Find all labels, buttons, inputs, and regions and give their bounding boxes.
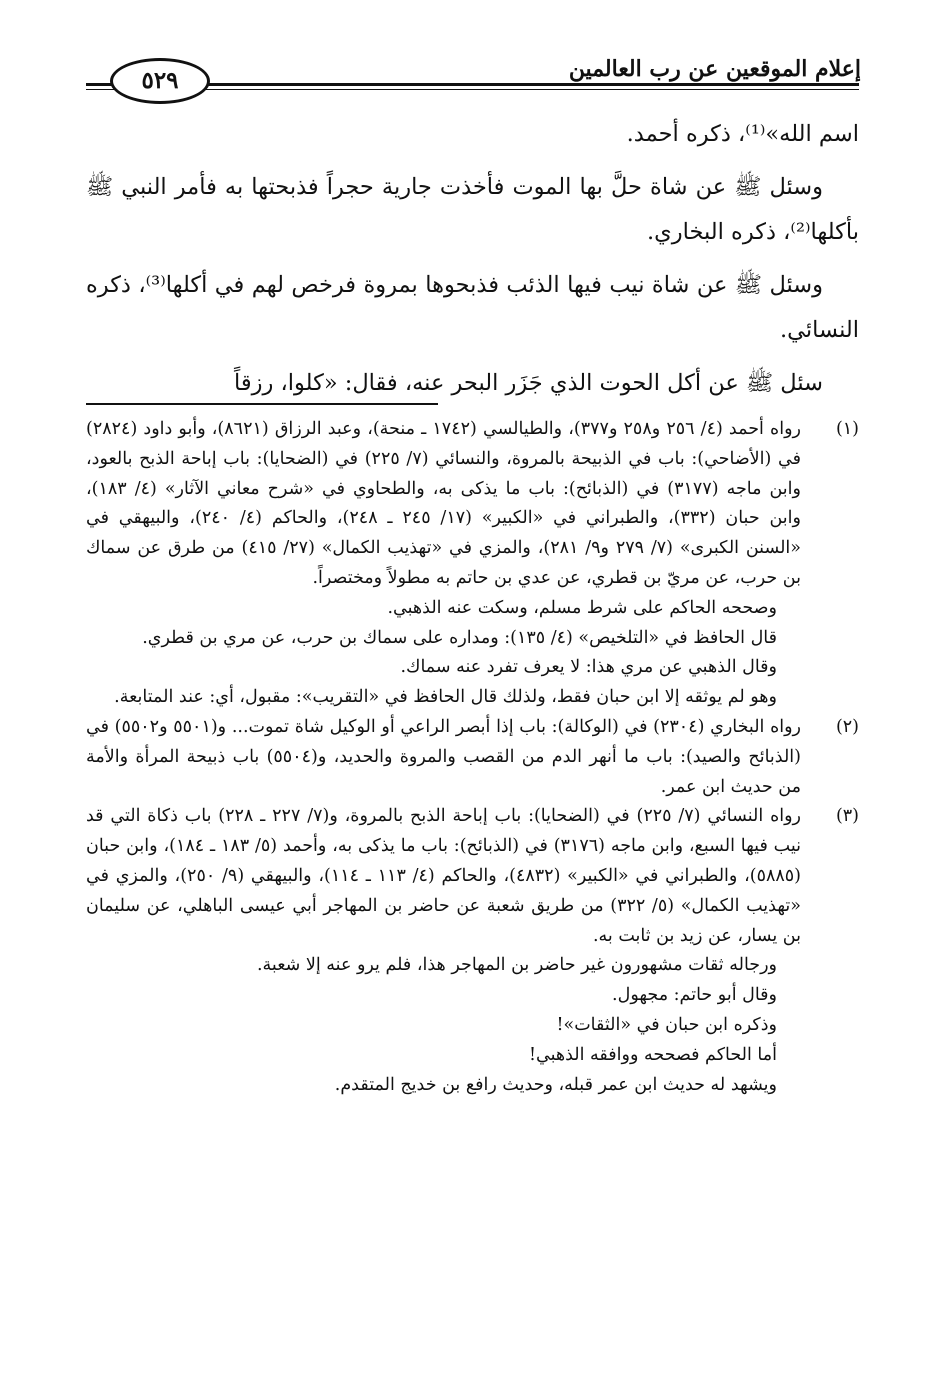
footnote-subparagraph: وذكره ابن حبان في «الثقات»! — [556, 1014, 777, 1035]
footnote-2 — [86, 713, 859, 802]
footnote-subparagraph: وقال الذهبي عن مري هذا: لا يعرف تفرد عنه سماك. — [400, 657, 777, 678]
footnote-number: (٣) — [835, 806, 859, 827]
main-text — [86, 112, 859, 414]
footnote-text: رواه النسائي (٧/ ٢٢٥) في (الضحايا): باب إباحة الذبح بالمروة، و(٧/ ٢٢٧ ـ ٢٢٨) باب ذكاة التي قد نيب فيها السبع، وابن ماجه (٣١٧٦) في (الذبائح): باب ما يذكى به، وأحمد (٥/ ١٨٣ ـ ١٨٤)، وابن حبان (٥٨٨٥)، والطبراني في «الكبير» (٤٨٣٢)، والحاكم (٤/ ١١٣ ـ ١١٤)، والبيهقي (٩/ ٢٥٠)، والمزي في «تهذيب الكمال» (٥/ ٣٢٢) من طريق شعبة عن حاضر بن المهاجر أبي عيسى الباهلي، عن سليمان بن يسار، عن زيد بن ثابت به. — [86, 806, 801, 946]
footnote-subparagraph: أما الحاكم فصححه ووافقه الذهبي! — [528, 1044, 777, 1065]
footnote-number: (١) — [835, 419, 859, 439]
running-header-title: إعلام الموقعين عن رب العالمين — [568, 56, 861, 82]
footnote-subparagraph: ورجاله ثقات مشهورون غير حاضر بن المهاجر هذا، فلم يرو عنه إلا شعبة. — [256, 955, 777, 976]
footnote-subparagraph: وهو لم يوثقه إلا ابن حبان فقط، ولذلك قال الحافظ في «التقريب»: مقبول، أي: عند المتابعة. — [114, 687, 777, 708]
footnote-separator — [86, 403, 438, 405]
footnote-text: رواه البخاري (٢٣٠٤) في (الوكالة): باب إذا أبصر الراعي أو الوكيل شاة تموت... و(٥٥٠١ و٥٥٠٢) في (الذبائح والصيد): باب ما أنهر الدم من القصب والمروة والحديد، و(٥٥٠٤) باب ذبيحة المرأة والأمة من حديث ابن عمر. — [86, 716, 802, 797]
footnote-text: رواه أحمد (٤/ ٢٥٦ و٢٥٨ و٣٧٧)، والطيالسي (١٧٤٢ ـ منحة)، وعبد الرزاق (٨٦٢١)، وأبو داود (٢٨٢٤) في (الأضاحي): باب في الذبيحة بالمروة، والنسائي (٧/ ٢٢٥) في (الضحايا): باب إباحة الذبح بالعود، وابن ماجه (٣١٧٧) في (الذبائح): باب ما يذكى به، والطحاوي في «شرح معاني الآثار» (٤/ ١٨٣)، وابن حبان (٣٣٢)، والطبراني في «الكبير» (١٧/ ٢٤٥ ـ ٢٤٨)، والحاكم (٤/ ٢٤٠)، والبيهقي في «السنن الكبرى» (٧/ ٢٧٩ و٩/ ٢٨١)، والمزي في «تهذيب الكمال» (٢٧/ ٤١٥) من طرق عن سماك بن حرب، عن مريّ بن قطري، عن عدي بن حاتم به مطولاً ومختصراً. — [86, 419, 801, 588]
footnote-subparagraph: وقال أبو حاتم: مجهول. — [612, 985, 777, 1006]
footnote-subparagraph: ويشهد له حديث ابن عمر قبله، وحديث رافع بن خديج المتقدم. — [334, 1074, 777, 1095]
main-paragraph-4: سئل ﷺ عن أكل الحوت الذي جَزَر البحر عنه، فقال: «كلوا، رزقاً — [234, 370, 823, 396]
footnotes — [86, 415, 859, 1100]
main-paragraph-3: وسئل ﷺ عن شاة نيب فيها الذئب فذبحوها بمروة فرخص لهم في أكلها⁽³⁾، ذكره النسائي. — [86, 272, 859, 343]
footnote-1 — [86, 415, 859, 713]
footnote-subparagraph: قال الحافظ في «التلخيص» (٤/ ١٣٥): ومداره على سماك بن حرب، عن مري بن قطري. — [142, 627, 777, 648]
footnote-subparagraph: وصححه الحاكم على شرط مسلم، وسكت عنه الذهبي. — [387, 597, 777, 618]
footnote-3 — [86, 802, 859, 1100]
main-paragraph-1: اسم الله»⁽¹⁾، ذكره أحمد. — [626, 121, 859, 147]
footnote-number: (٢) — [835, 716, 859, 737]
page-number: ٥٢٩ — [110, 58, 210, 104]
main-paragraph-2: وسئل ﷺ عن شاة حلَّ بها الموت فأخذت جارية حجراً فذبحتها به فأمر النبي ﷺ بأكلها⁽²⁾، ذكره البخاري. — [86, 174, 859, 245]
